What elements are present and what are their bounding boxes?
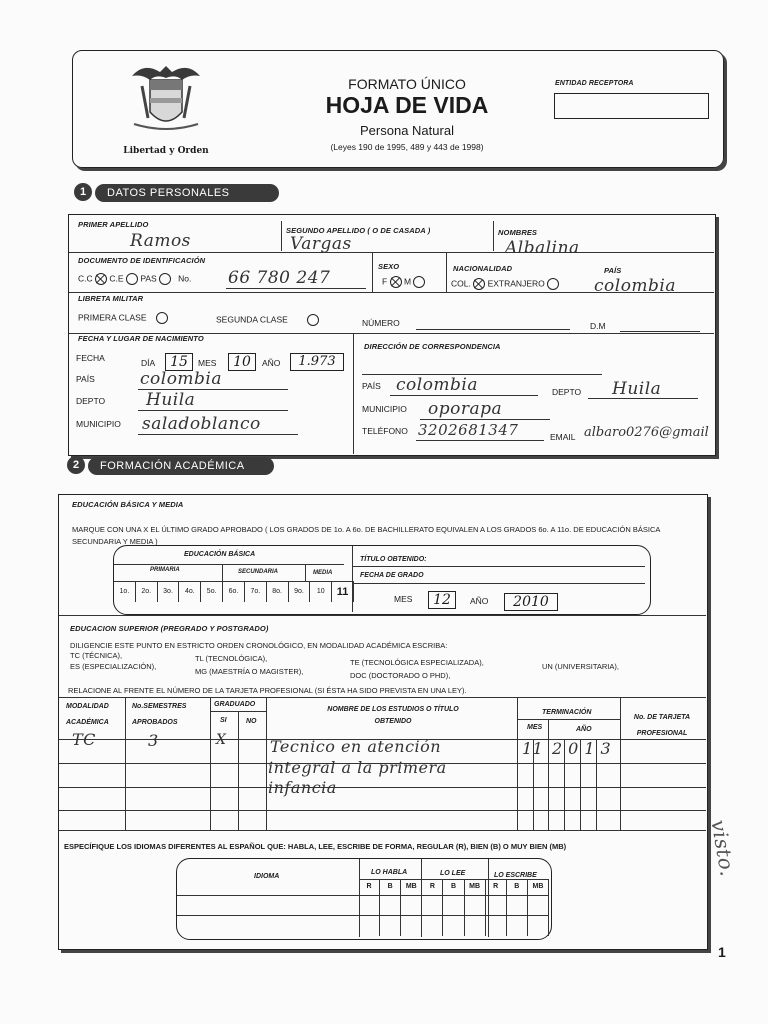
lang-level-0: R bbox=[359, 880, 380, 936]
extranjero-radio[interactable] bbox=[547, 278, 559, 290]
dia-value[interactable]: 15 bbox=[165, 353, 193, 371]
margin-note-visto: visto. bbox=[706, 818, 740, 879]
primera-clase-option: PRIMERA CLASE bbox=[78, 312, 168, 324]
col-terminacion: TERMINACIÓN bbox=[542, 709, 592, 716]
fecha-label: FECHA bbox=[76, 353, 105, 363]
mes-value[interactable]: 10 bbox=[228, 353, 256, 371]
nombres-value[interactable]: Albalina bbox=[505, 238, 580, 258]
mes-grado-label: MES bbox=[394, 594, 413, 604]
idioma-label: IDIOMA bbox=[254, 873, 280, 880]
row1-nombre-line3[interactable]: infancia bbox=[268, 778, 337, 797]
row1-nombre-line1[interactable]: Tecnico en atención bbox=[270, 737, 442, 756]
lang-level-2: MB bbox=[401, 880, 422, 936]
lang-level-4: B bbox=[443, 880, 464, 936]
lang-level-8: MB bbox=[528, 880, 549, 936]
lang-level-1: B bbox=[380, 880, 401, 936]
pas-radio[interactable] bbox=[159, 273, 171, 285]
basica-title: EDUCACIÓN BÁSICA Y MEDIA bbox=[72, 500, 184, 509]
primer-apellido-label: PRIMER APELLIDO bbox=[78, 220, 149, 229]
grade-cell-1o[interactable]: 1o. bbox=[114, 582, 136, 602]
grade-cell-10[interactable]: 10 bbox=[310, 582, 332, 602]
anio-grado-label: AÑO bbox=[470, 596, 489, 606]
grade-cell-11[interactable]: 11 bbox=[332, 582, 354, 602]
page-title: HOJA DE VIDA bbox=[325, 92, 489, 118]
basica-instructions: MARQUE CON UNA X EL ÚLTIMO GRADO APROBADO ( LOS GRADOS DE 1o. A 6o. DE BACHILLERATO EQUIVALEN A LOS GRADOS 6o. A 11o. DE EDUCACIÓN BÁSICA SECUNDARIA Y MEDIA ) bbox=[72, 525, 660, 546]
municipio-nac-value[interactable]: saladoblanco bbox=[142, 414, 261, 434]
entidad-receptora-field[interactable] bbox=[554, 93, 709, 119]
formato-unico: FORMATO ÚNICO bbox=[348, 76, 466, 92]
mg-code: MG (MAESTRÍA O MAGISTER), bbox=[195, 667, 304, 676]
anio-grado-value[interactable]: 2010 bbox=[504, 593, 558, 611]
pais-nacionalidad-label: PAÍS bbox=[604, 266, 622, 275]
superior-instructions: DILIGENCIE ESTE PUNTO EN ESTRICTO ORDEN CRONOLÓGICO, EN MODALIDAD ACADÉMICA ESCRIBA: bbox=[70, 641, 448, 650]
row1-semestres[interactable]: 3 bbox=[148, 731, 159, 750]
primer-apellido-value[interactable]: Ramos bbox=[130, 231, 191, 251]
anio-label: AÑO bbox=[262, 358, 281, 368]
pais-corr-value[interactable]: colombia bbox=[396, 375, 479, 395]
row1-modalidad[interactable]: TC bbox=[72, 730, 96, 749]
row1-mes[interactable]: 11 bbox=[522, 739, 544, 758]
page-number: 1 bbox=[718, 944, 726, 960]
municipio-nac-label: MUNICIPIO bbox=[76, 419, 121, 429]
sexo-label: SEXO bbox=[378, 262, 400, 271]
coat-of-arms-logo bbox=[124, 58, 208, 142]
direccion-value[interactable] bbox=[362, 360, 602, 375]
col-tarjeta: No. DE TARJETA PROFESIONAL bbox=[633, 714, 691, 737]
entidad-receptora-label: ENTIDAD RECEPTORA bbox=[555, 80, 634, 87]
col-modalidad: MODALIDAD ACADÉMICA bbox=[66, 703, 109, 726]
nombres-label: NOMBRES bbox=[498, 228, 538, 237]
documento-label: DOCUMENTO DE IDENTIFICACIÓN bbox=[78, 256, 206, 265]
grade-cell-3o[interactable]: 3o. bbox=[158, 582, 180, 602]
dm-label: D.M bbox=[590, 321, 606, 331]
primera-clase-radio[interactable] bbox=[156, 312, 168, 324]
dm-field[interactable] bbox=[620, 331, 700, 332]
grade-cell-5o[interactable]: 5o. bbox=[201, 582, 223, 602]
nacionalidad-options: COL. EXTRANJERO bbox=[451, 278, 559, 290]
idiomas-instructions: ESPECÍFIQUE LOS IDIOMAS DIFERENTES AL ESPAÑOL QUE: HABLA, LEE, ESCRIBE DE FORMA, REGULAR (R), BIEN (B) O MUY BIEN (MB) bbox=[64, 842, 567, 851]
superior-title: EDUCACION SUPERIOR (PREGRADO Y POSTGRADO) bbox=[70, 624, 269, 633]
nacionalidad-label: NACIONALIDAD bbox=[453, 264, 513, 273]
segundo-apellido-label: SEGUNDO APELLIDO ( O DE CASADA ) bbox=[286, 226, 431, 235]
email-value[interactable]: albaro0276@gmail bbox=[584, 425, 709, 440]
depto-nac-value[interactable]: Huila bbox=[146, 390, 196, 410]
row1-anio[interactable]: 2013 bbox=[552, 739, 617, 758]
telefono-value[interactable]: 3202681347 bbox=[418, 421, 519, 439]
documento-numero-value[interactable]: 66 780 247 bbox=[228, 268, 331, 288]
mes-grado-value[interactable]: 12 bbox=[428, 591, 456, 609]
dia-label: DÍA bbox=[141, 358, 156, 368]
segundo-apellido-value[interactable]: Vargas bbox=[290, 234, 352, 254]
section-2-title: FORMACIÓN ACADÉMICA bbox=[88, 457, 274, 475]
col-semestres: No.SEMESTRES APROBADOS bbox=[132, 703, 187, 726]
tl-code: TL (TECNOLÓGICA), bbox=[195, 654, 268, 663]
media-label: MEDIA bbox=[313, 570, 333, 576]
section-1-number: 1 bbox=[74, 183, 92, 201]
lo-habla-label: LO HABLA bbox=[371, 869, 408, 876]
telefono-label: TELÉFONO bbox=[362, 426, 408, 436]
grade-cell-8o[interactable]: 8o. bbox=[267, 582, 289, 602]
logo-motto: Libertad y Orden bbox=[123, 146, 209, 156]
depto-corr-label: DEPTO bbox=[552, 387, 582, 397]
direccion-label: DIRECCIÓN DE CORRESPONDENCIA bbox=[364, 342, 501, 351]
un-code: UN (UNIVERSITARIA), bbox=[542, 662, 619, 671]
pais-nac-value[interactable]: colombia bbox=[140, 369, 223, 389]
grade-cell-7o[interactable]: 7o. bbox=[245, 582, 267, 602]
laws-reference: (Leyes 190 de 1995, 489 y 443 de 1998) bbox=[330, 142, 484, 152]
cc-radio[interactable] bbox=[95, 273, 107, 285]
grade-row bbox=[114, 582, 354, 602]
depto-nac-label: DEPTO bbox=[76, 396, 106, 406]
documento-type-options: C.C C.E PAS No. bbox=[78, 273, 192, 284]
libreta-militar-label: LIBRETA MILITAR bbox=[78, 294, 144, 303]
sexo-m-radio[interactable] bbox=[413, 276, 425, 288]
col-mes: MES bbox=[527, 724, 543, 731]
pais-nacionalidad-value[interactable]: colombia bbox=[594, 276, 677, 296]
doc-code: DOC (DOCTORADO O PHD), bbox=[350, 671, 451, 680]
numero-label: NÚMERO bbox=[362, 318, 400, 328]
te-code: TE (TECNOLÓGICA ESPECIALIZADA), bbox=[350, 658, 484, 667]
section-2-number: 2 bbox=[67, 456, 85, 474]
ce-radio[interactable] bbox=[126, 273, 138, 285]
anio-value[interactable]: 1.973 bbox=[290, 353, 344, 371]
section-1-title: DATOS PERSONALES bbox=[95, 184, 279, 202]
secundaria-label: SECUNDARIA bbox=[238, 569, 279, 575]
lo-lee-label: LO LEE bbox=[440, 870, 466, 877]
grade-cell-9o[interactable]: 9o. bbox=[289, 582, 311, 602]
municipio-corr-label: MUNICIPIO bbox=[362, 404, 407, 414]
col-no: NO bbox=[246, 718, 257, 725]
nacimiento-label: FECHA Y LUGAR DE NACIMIENTO bbox=[78, 334, 204, 343]
segunda-clase-option: SEGUNDA CLASE bbox=[216, 314, 319, 326]
titulo-obtenido-label: TÍTULO OBTENIDO: bbox=[360, 556, 427, 563]
sexo-f-radio[interactable] bbox=[390, 276, 402, 288]
lang-level-3: R bbox=[422, 880, 443, 936]
sexo-options: F M bbox=[382, 276, 425, 288]
educacion-basica-label: EDUCACIÓN BÁSICA bbox=[184, 551, 256, 558]
depto-corr-value[interactable]: Huila bbox=[612, 379, 662, 399]
grade-cell-4o[interactable]: 4o. bbox=[179, 582, 201, 602]
col-nombre: NOMBRE DE LOS ESTUDIOS O TÍTULO OBTENIDO bbox=[327, 706, 459, 725]
lang-level-5: MB bbox=[465, 880, 486, 936]
col-graduado: GRADUADO bbox=[214, 701, 256, 708]
pais-nac-label: PAÍS bbox=[76, 374, 95, 384]
relacione-instructions: RELACIONE AL FRENTE EL NÚMERO DE LA TARJETA PROFESIONAL (SI ÉSTA HA SIDO PREVISTA EN UNA LEY). bbox=[68, 686, 467, 695]
page-subtitle: Persona Natural bbox=[360, 123, 454, 138]
numero-field[interactable] bbox=[416, 329, 570, 330]
lo-escribe-label: LO ESCRIBE bbox=[494, 872, 537, 879]
col-si: SI bbox=[220, 717, 227, 724]
mes-label: MES bbox=[198, 358, 217, 368]
segunda-clase-radio[interactable] bbox=[307, 314, 319, 326]
municipio-corr-value[interactable]: oporapa bbox=[428, 399, 503, 419]
email-label: EMAIL bbox=[550, 432, 576, 442]
lang-level-7: B bbox=[507, 880, 528, 936]
row1-nombre-line2[interactable]: integral a la primera bbox=[268, 758, 447, 777]
col-anio: AÑO bbox=[576, 726, 592, 733]
tc-code: TC (TÉCNICA), bbox=[70, 651, 123, 660]
grade-cell-6o[interactable]: 6o. bbox=[223, 582, 245, 602]
fecha-grado-label: FECHA DE GRADO bbox=[360, 572, 424, 579]
primaria-label: PRIMARIA bbox=[150, 567, 180, 573]
es-code: ES (ESPECIALIZACIÓN), bbox=[70, 662, 157, 671]
lang-level-6: R bbox=[486, 880, 507, 936]
pais-corr-label: PAÍS bbox=[362, 381, 381, 391]
col-radio[interactable] bbox=[473, 278, 485, 290]
grade-cell-2o[interactable]: 2o. bbox=[136, 582, 158, 602]
row1-si[interactable]: X bbox=[216, 732, 227, 748]
idiomas-subheader bbox=[359, 880, 549, 894]
